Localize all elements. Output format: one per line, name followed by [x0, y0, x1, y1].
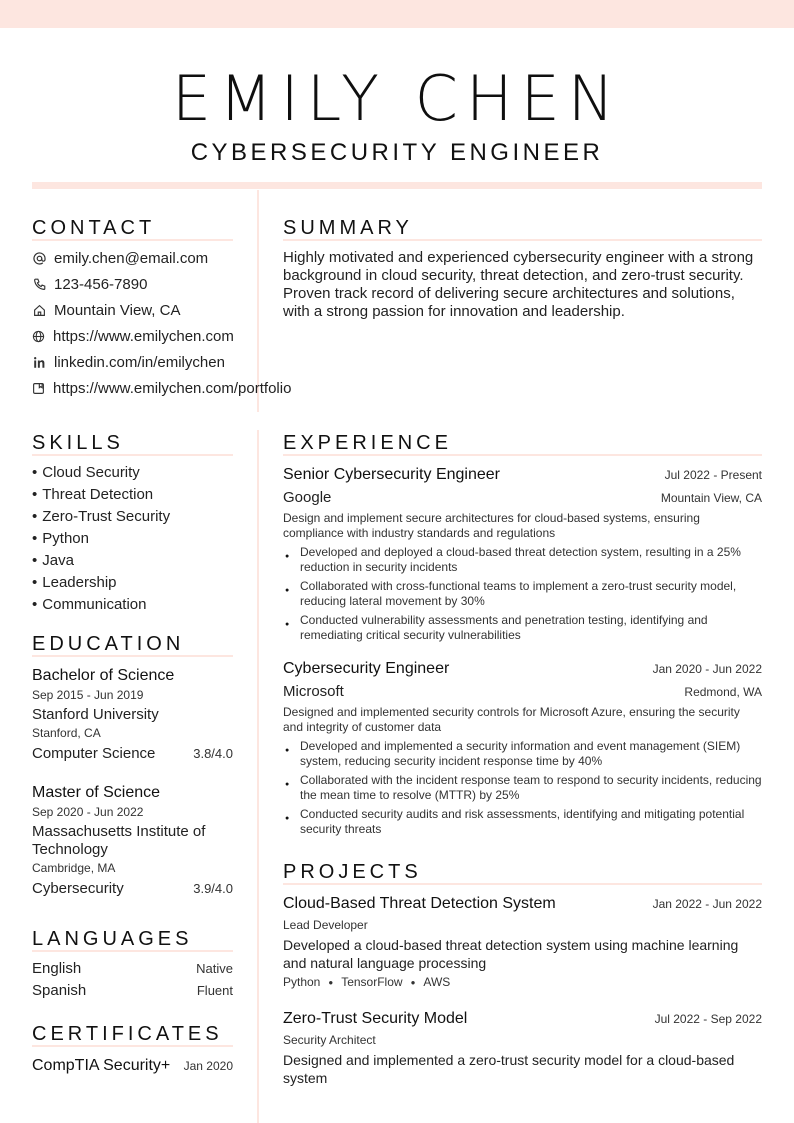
project-entry	[283, 1007, 762, 1087]
linkedin-icon	[32, 355, 46, 369]
project-description: Developed a cloud-based threat detection system using machine learning and natural language processing	[283, 937, 739, 971]
email-text: emily.chen@email.com	[54, 249, 209, 267]
language-level: Native	[196, 961, 233, 976]
language-level: Fluent	[196, 983, 233, 998]
website-text: https://www.emilychen.com	[53, 327, 234, 345]
separator-dot: ●	[328, 977, 334, 987]
degree: Bachelor of Science	[32, 667, 175, 684]
phone-icon	[32, 277, 46, 291]
education-heading: EDUCATION	[32, 633, 185, 655]
tech-item: Python	[283, 975, 321, 989]
job-entry	[283, 657, 762, 837]
job-role: Cybersecurity Engineer	[283, 660, 450, 677]
job-description: Design and implement secure architectures for cloud-based systems, ensuring compliance with industry standards and regulations	[283, 511, 700, 540]
school-location: Cambridge, MA	[32, 861, 116, 875]
education-dates: Sep 2015 - Jun 2019	[32, 688, 144, 702]
skill-item: • Zero-Trust Security	[32, 506, 233, 528]
job-company: Google	[283, 489, 332, 506]
language-name: Spanish	[32, 982, 87, 999]
tech-item: TensorFlow	[341, 975, 403, 989]
field-row	[32, 744, 233, 764]
job-bullet: ● Collaborated with the incident response team to respond to security incidents, reducing the mean time to resolve (MTTR) by 25%	[283, 773, 762, 803]
language-item	[32, 980, 233, 1002]
school-name: Stanford University	[32, 706, 159, 723]
header-divider	[32, 182, 762, 189]
job-bullet: ● Developed and implemented a security information and event management (SIEM) system, reducing security incident response time by 40%	[283, 739, 762, 769]
certificate-name: CompTIA Security+	[32, 1057, 171, 1074]
contact-heading: CONTACT	[32, 217, 156, 239]
certificate-date: Jan 2020	[183, 1059, 233, 1073]
project-dates: Jan 2022 - Jun 2022	[652, 897, 762, 911]
candidate-name: EMILY CHEN	[171, 62, 623, 135]
portfolio-icon	[32, 381, 45, 395]
project-description: Designed and implemented a zero-trust security model for a cloud-based system	[283, 1051, 735, 1086]
contact-website[interactable]	[32, 323, 233, 349]
skill-item: • Communication	[32, 594, 233, 616]
separator-dot: ●	[410, 977, 416, 987]
project-role: Security Architect	[283, 1032, 376, 1047]
contact-linkedin[interactable]	[32, 349, 233, 375]
languages-heading: LANGUAGES	[32, 928, 193, 950]
project-name: Zero-Trust Security Model	[283, 1009, 468, 1027]
skill-item: • Cloud Security	[32, 462, 233, 484]
education-entry	[32, 782, 233, 899]
field-of-study: Computer Science	[32, 745, 156, 762]
contact-phone[interactable]	[32, 271, 233, 297]
skill-item: • Python	[32, 528, 233, 550]
job-bullet: ● Collaborated with cross-functional teams to implement a zero-trust security model, reducing lateral movement by 30%	[283, 579, 762, 609]
project-dates: Jul 2022 - Sep 2022	[654, 1011, 762, 1026]
projects-heading: PROJECTS	[283, 861, 422, 883]
contact-email[interactable]	[32, 245, 233, 271]
certificates-heading-rule	[32, 1045, 233, 1047]
school-location: Stanford, CA	[32, 726, 101, 740]
certificates-list	[32, 1056, 233, 1076]
certificate-item	[32, 1056, 233, 1076]
education-entry	[32, 665, 233, 764]
globe-icon	[32, 329, 45, 343]
job-description: Designed and implemented security controls for Microsoft Azure, ensuring the security and integrity of customer data	[283, 705, 740, 734]
skills-heading: SKILLS	[32, 432, 124, 454]
at-icon	[32, 251, 46, 265]
portfolio-text: https://www.emilychen.com/portfolio	[53, 379, 292, 397]
skill-item: • Leadership	[32, 572, 233, 594]
experience-heading: EXPERIENCE	[283, 432, 452, 454]
language-name: English	[32, 960, 82, 977]
linkedin-text: linkedin.com/in/emilychen	[54, 353, 225, 371]
contact-location	[32, 297, 233, 323]
phone-text: 123-456-7890	[54, 275, 148, 293]
languages-heading-rule	[32, 950, 233, 952]
languages-list	[32, 958, 233, 1002]
job-role: Senior Cybersecurity Engineer	[283, 466, 500, 483]
project-role: Lead Developer	[283, 918, 368, 932]
contact-list	[32, 245, 292, 401]
project-name: Cloud-Based Threat Detection System	[283, 895, 556, 912]
job-location: Redmond, WA	[684, 685, 762, 699]
summary-heading-rule	[283, 239, 762, 241]
contact-heading-rule	[32, 239, 233, 241]
summary-heading: SUMMARY	[283, 217, 413, 239]
education-dates: Sep 2020 - Jun 2022	[32, 805, 144, 819]
skills-list	[32, 462, 233, 616]
job-bullets	[283, 545, 762, 643]
job-entry	[283, 463, 762, 643]
projects-heading-rule	[283, 883, 762, 885]
summary-text: Highly motivated and experienced cybersecurity engineer with a strong background in cloud security, threat detection, and zero-trust security. Proven track record of delivering secure architectures and solutions, with a strong passion for innovation and leadership.	[283, 249, 754, 320]
job-title: CYBERSECURITY ENGINEER	[190, 139, 604, 166]
job-bullet: ● Conducted security audits and risk assessments, identifying and mitigating potential security threats	[283, 807, 762, 837]
job-company: Microsoft	[283, 683, 344, 700]
job-location: Mountain View, CA	[660, 491, 762, 505]
school-name: Massachusetts Institute of Technology	[32, 823, 206, 858]
education-list	[32, 665, 233, 917]
column-divider-bottom	[257, 430, 259, 1123]
gpa: 3.8/4.0	[193, 746, 233, 761]
tech-item: AWS	[423, 975, 451, 989]
projects-list	[283, 892, 762, 1101]
field-of-study: Cybersecurity	[32, 880, 124, 897]
location-text: Mountain View, CA	[54, 301, 181, 319]
top-accent-band	[0, 0, 794, 28]
job-dates: Jul 2022 - Present	[664, 468, 762, 482]
education-heading-rule	[32, 655, 233, 657]
home-icon	[32, 303, 46, 317]
job-bullet: ● Conducted vulnerability assessments and penetration testing, identifying and remediating critical security vulnerabilities	[283, 613, 762, 643]
language-item	[32, 958, 233, 980]
project-tech	[283, 972, 762, 993]
job-dates: Jan 2020 - Jun 2022	[652, 662, 762, 676]
skill-item: • Threat Detection	[32, 484, 233, 506]
job-bullets	[283, 739, 762, 837]
field-row	[32, 879, 233, 899]
experience-list	[283, 463, 762, 851]
gpa: 3.9/4.0	[193, 881, 233, 896]
degree: Master of Science	[32, 784, 161, 801]
job-bullet: ● Developed and deployed a cloud-based threat detection system, resulting in a 25% reduction in security incidents	[283, 545, 762, 575]
certificates-heading: CERTIFICATES	[32, 1023, 223, 1045]
skill-item: • Java	[32, 550, 233, 572]
experience-heading-rule	[283, 454, 762, 456]
skills-heading-rule	[32, 454, 233, 456]
contact-portfolio[interactable]	[32, 375, 292, 401]
project-entry	[283, 892, 762, 993]
